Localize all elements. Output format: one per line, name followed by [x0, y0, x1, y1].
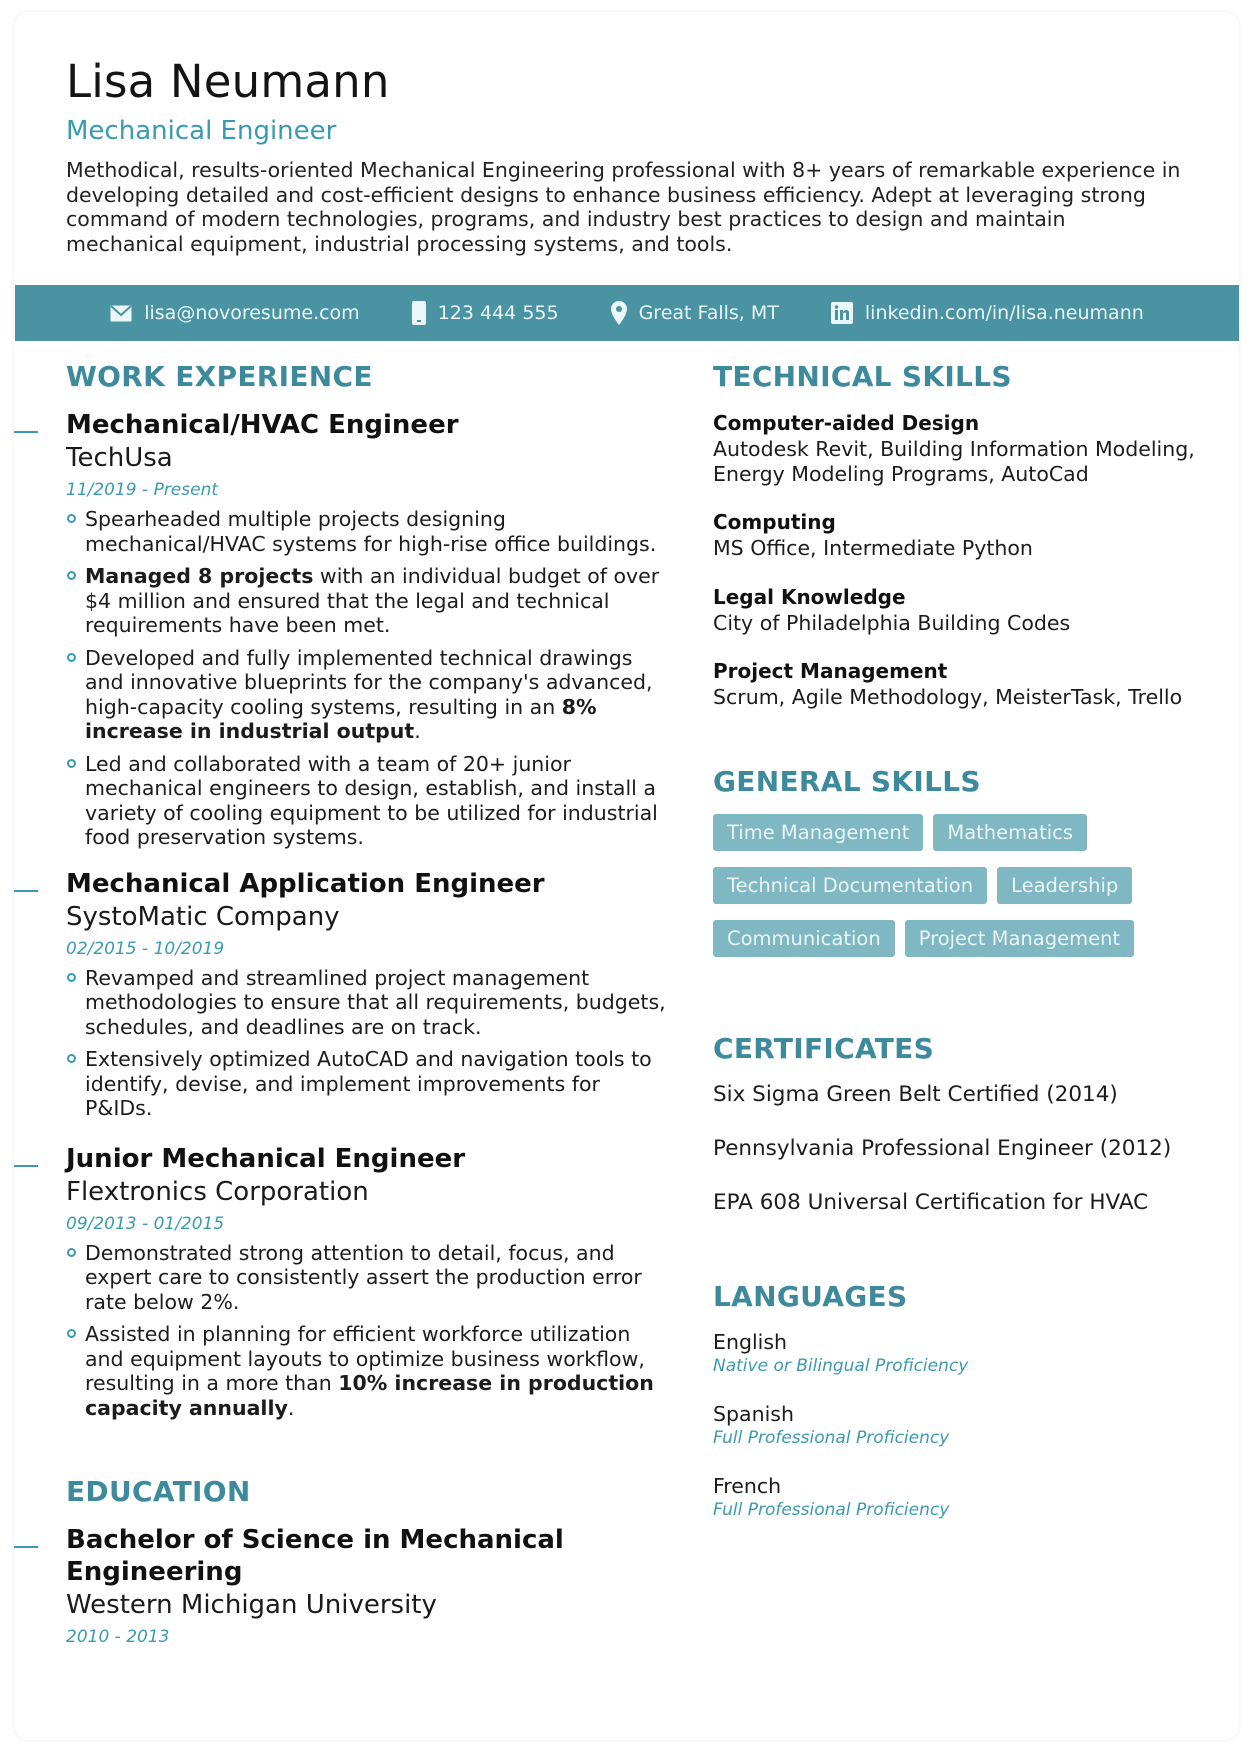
left-column — [66, 355, 666, 1652]
skill-tag: Time Management — [713, 814, 923, 851]
resume-header — [66, 52, 1186, 256]
job-title: Mechanical Application Engineer — [66, 868, 545, 899]
skill-group — [713, 508, 1233, 561]
skill-group — [713, 409, 1233, 486]
general-skills-heading: GENERAL SKILLS — [713, 764, 981, 798]
skill-tag: Mathematics — [933, 814, 1087, 851]
contact-email[interactable] — [110, 302, 359, 324]
job-company: SystoMatic Company — [66, 901, 340, 932]
education-entry — [66, 1524, 666, 1652]
contact-linkedin[interactable] — [831, 302, 1144, 324]
certificates-list — [713, 1081, 1233, 1217]
skill-category: Project Management — [713, 659, 948, 683]
phone-icon — [412, 301, 426, 325]
phone-text: 123 444 555 — [437, 302, 559, 324]
job-company: TechUsa — [66, 443, 173, 473]
job-bullet: Revamped and streamlined project management methodologies to ensure that all requirements, budgets, schedules, and deadlines are on track. — [66, 966, 666, 1040]
job-entry — [66, 409, 666, 850]
right-column — [713, 355, 1233, 1545]
school-name: Western Michigan University — [66, 1590, 437, 1620]
linkedin-icon — [831, 302, 853, 324]
job-bullet: Developed and fully implemented technical drawings and innovative blueprints for the company's advanced, high-capacity cooling systems, resulting in an 8% increase in industrial output. — [66, 646, 666, 744]
degree-title: Bachelor of Science in Mechanical Engineering — [66, 1525, 564, 1587]
job-bullets — [66, 1241, 666, 1421]
language-name: French — [713, 1473, 782, 1498]
entry-marker — [14, 431, 38, 433]
skill-category: Computing — [713, 510, 836, 534]
skill-group — [713, 583, 1233, 636]
entry-marker — [14, 1546, 38, 1548]
map-pin-icon — [611, 301, 627, 325]
job-bullet: Demonstrated strong attention to detail, focus, and expert care to consistently assert the production error rate below 2%. — [66, 1241, 666, 1315]
language-level: Native or Bilingual Proficiency — [713, 1355, 969, 1376]
job-bullet: Managed 8 projects with an individual budget of over $4 million and ensured that the legal and technical requirements have been met. — [66, 564, 666, 638]
certificate-item: Pennsylvania Professional Engineer (2012) — [713, 1135, 1172, 1161]
candidate-name: Lisa Neumann — [66, 55, 390, 108]
technical-skills-heading: TECHNICAL SKILLS — [713, 360, 1012, 393]
education-date: 2010 - 2013 — [66, 1627, 170, 1647]
certificate-item: Six Sigma Green Belt Certified (2014) — [713, 1081, 1118, 1107]
skill-category: Legal Knowledge — [713, 584, 906, 609]
entry-marker — [14, 1165, 38, 1167]
skill-values: Scrum, Agile Methodology, MeisterTask, Trello — [713, 685, 1183, 709]
job-company: Flextronics Corporation — [66, 1176, 369, 1207]
job-bullet: Spearheaded multiple projects designing mechanical/HVAC systems for high-rise office buildings. — [66, 507, 666, 556]
email-text: lisa@novoresume.com — [144, 302, 360, 324]
contact-location[interactable] — [611, 301, 779, 325]
languages-list — [713, 1329, 1233, 1521]
job-bullet: Led and collaborated with a team of 20+ junior mechanical engineers to design, establish, and install a variety of cooling equipment to be utilized for industrial food preservation systems. — [66, 752, 666, 850]
skill-values: MS Office, Intermediate Python — [713, 536, 1033, 560]
job-date: 09/2013 - 01/2015 — [66, 1213, 225, 1234]
languages-heading: LANGUAGES — [713, 1279, 908, 1313]
contact-bar — [15, 285, 1239, 341]
envelope-icon — [110, 305, 132, 322]
skill-values: Autodesk Revit, Building Information Modeling, Energy Modeling Programs, AutoCad — [713, 437, 1195, 486]
job-date: 02/2015 - 10/2019 — [66, 938, 225, 959]
skill-group — [713, 657, 1233, 710]
language-name: English — [713, 1329, 788, 1354]
language-name: Spanish — [713, 1401, 794, 1426]
location-text: Great Falls, MT — [638, 302, 779, 324]
job-date: 11/2019 - Present — [66, 480, 219, 500]
job-bullets — [66, 507, 666, 850]
skill-tag: Leadership — [997, 867, 1132, 904]
language-level: Full Professional Proficiency — [713, 1499, 950, 1520]
linkedin-text: linkedin.com/in/lisa.neumann — [864, 302, 1144, 324]
work-experience-heading: WORK EXPERIENCE — [66, 360, 373, 393]
skill-tag: Communication — [713, 920, 895, 957]
skill-category: Computer-aided Design — [713, 411, 980, 435]
summary-text: Methodical, results-oriented Mechanical Engineering professional with 8+ years of remarkable experience in developing detailed and cost-efficient designs to enhance business efficiency. Adept at leveraging strong command of modern technologies, programs, and industry best practices to design and maintain mechanical equipment, industrial processing systems, and tools. — [66, 158, 1181, 256]
entry-marker — [14, 890, 38, 892]
candidate-role: Mechanical Engineer — [66, 116, 337, 146]
skill-tags — [713, 814, 1153, 957]
job-title: Junior Mechanical Engineer — [66, 1143, 466, 1174]
job-bullet: Assisted in planning for efficient workforce utilization and equipment layouts to optimize business workflow, resulting in a more than 10% increase in production capacity annually. — [66, 1322, 666, 1420]
skill-values: City of Philadelphia Building Codes — [713, 610, 1071, 635]
job-entry — [66, 868, 666, 1121]
job-bullet: Extensively optimized AutoCAD and navigation tools to identify, devise, and implement improvements for P&IDs. — [66, 1047, 666, 1121]
job-bullets — [66, 966, 666, 1121]
certificates-heading: CERTIFICATES — [713, 1031, 935, 1065]
skill-tag: Technical Documentation — [713, 867, 987, 904]
job-title: Mechanical/HVAC Engineer — [66, 410, 459, 440]
education-heading: EDUCATION — [66, 1475, 251, 1508]
language-level: Full Professional Proficiency — [713, 1427, 950, 1448]
certificate-item: EPA 608 Universal Certification for HVAC — [713, 1189, 1149, 1215]
contact-phone[interactable] — [412, 301, 559, 325]
skill-tag: Project Management — [905, 920, 1134, 957]
job-entry — [66, 1143, 666, 1421]
